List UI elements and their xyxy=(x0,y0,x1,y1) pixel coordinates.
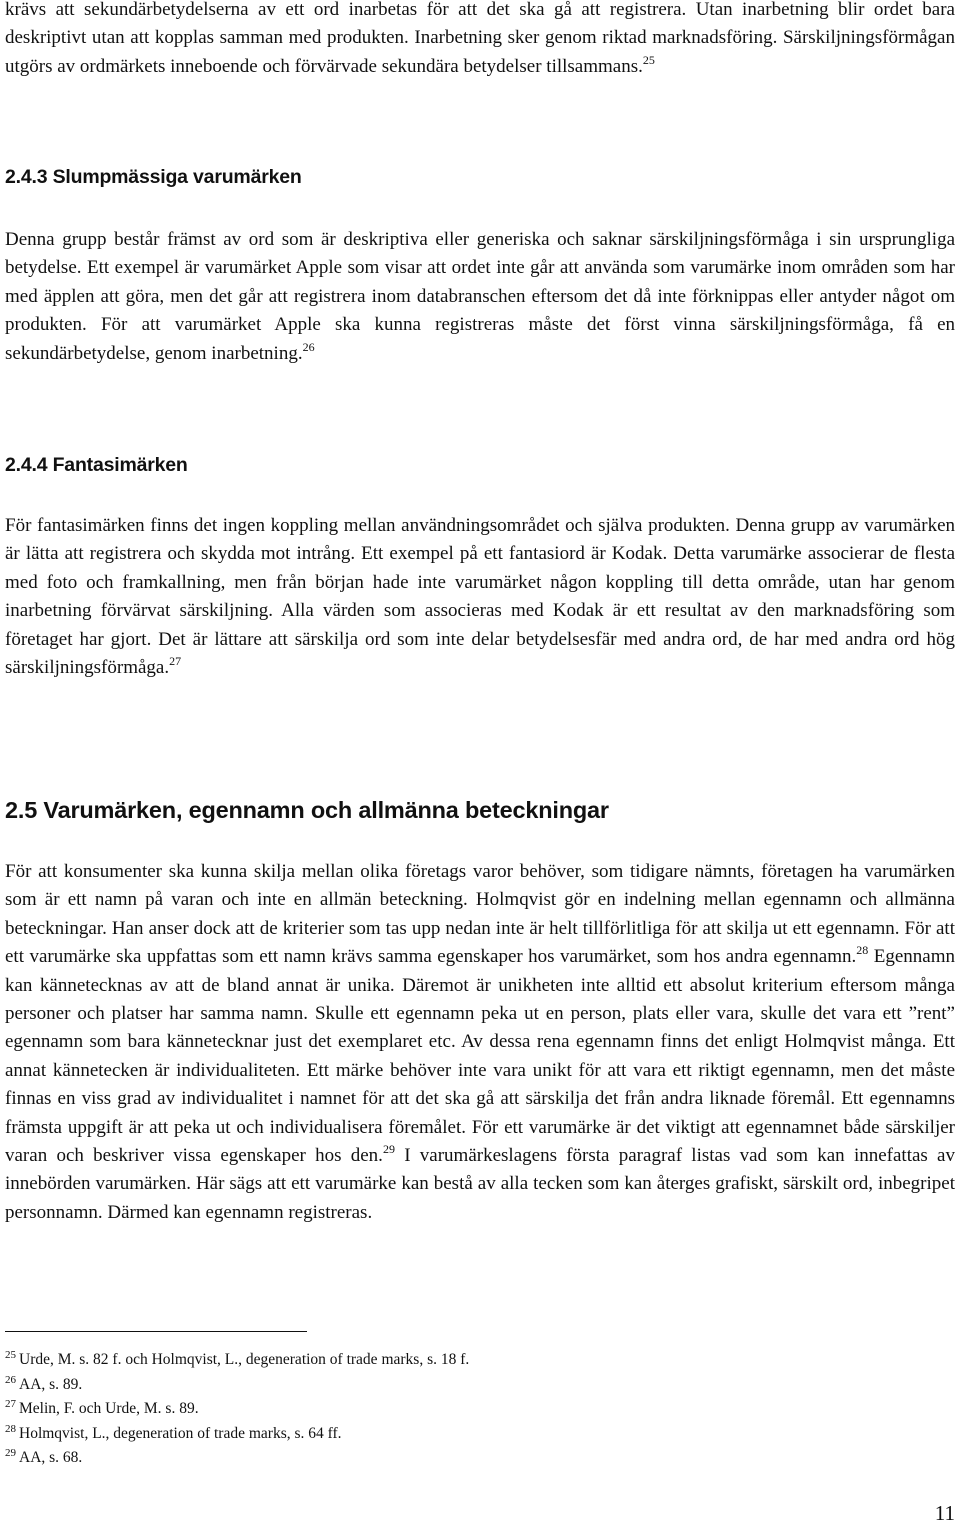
footnote-ref-25: 25 xyxy=(642,52,655,67)
footnote-text: Melin, F. och Urde, M. s. 89. xyxy=(19,1400,199,1417)
footnote: 28 Holmqvist, L., degeneration of trade marks, s. 64 ff. xyxy=(5,1422,342,1442)
paragraph-2-5 xyxy=(5,858,955,1227)
footnote-text: AA, s. 89. xyxy=(19,1375,83,1393)
footnote-ref-28: 28 xyxy=(856,943,869,958)
heading-2-5: 2.5 Varumärken, egennamn och allmänna beteckningar xyxy=(5,797,609,823)
paragraph-2-4-4 xyxy=(5,512,955,682)
footnote: 26 AA, s. 89. xyxy=(5,1373,83,1393)
footnote-ref-29: 29 xyxy=(382,1142,395,1157)
footnote-separator xyxy=(5,1331,307,1332)
footnote: 25 Urde, M. s. 82 f. och Holmqvist, L., degeneration of trade marks, s. 18 f. xyxy=(5,1349,470,1368)
document-page xyxy=(5,0,955,1537)
footnote-text: Holmqvist, L., degeneration of trade marks, s. 64 ff. xyxy=(19,1424,342,1442)
footnote-ref-26: 26 xyxy=(302,339,315,354)
footnote: 29 AA, s. 68. xyxy=(5,1447,83,1466)
page-number: 11 xyxy=(934,1501,955,1525)
paragraph-2-4-3 xyxy=(5,226,955,368)
heading-2-4-4: 2.4.4 Fantasimärken xyxy=(5,454,188,476)
intro-paragraph xyxy=(5,0,955,81)
intro-text: krävs att sekundärbetydelserna av ett ord inarbetas för att det ska gå att registrera. Utan inarbetning blir ordet bara deskriptivt utan att kopplas samman med produkten. Inarbetning sker genom riktad marknadsföring. Särskiljningsförmågan utgörs av ordmärkets inneboende och förvärvade sekundära betydelser tillsammans. xyxy=(5,0,955,77)
footnote-text: Urde, M. s. 82 f. och Holmqvist, L., degeneration of trade marks, s. 18 f. xyxy=(19,1351,470,1368)
paragraph-2-4-3-text: Denna grupp består främst av ord som är deskriptiva eller generiska och saknar särskiljningsförmåga i sin ursprungliga betydelse. Ett exempel är varumärket Apple som visar att ordet inte går att använda som varumärke inom områden som har med äpplen att göra, men det går att registrera inom databranschen eftersom det då inte förknippas eller antyder något om produkten. För att varumärket Apple ska kunna registreras måste det först vinna särskiljningsförmåga, få en sekundärbetydelse, genom inarbetning. xyxy=(5,229,955,364)
paragraph-2-5-text-a: För att konsumenter ska kunna skilja mellan olika företags varor behöver, som tidigare nämnts, företagen ha varumärken som är ett namn på varan och inte en allmän beteckning. Holmqvist gör en indelning mellan egennamn och allmänna beteckningar. Han anser dock att de kriterier som tas upp nedan inte är helt tillförlitliga för att skilja ut ett egennamn. För att ett varumärke ska uppfattas som ett namn krävs samma egenskaper hos varumärket, som hos andra egennamn. xyxy=(5,861,955,968)
footnotes xyxy=(5,1348,945,1471)
footnote-text: AA, s. 68. xyxy=(19,1449,83,1466)
heading-2-4-3: 2.4.3 Slumpmässiga varumärken xyxy=(5,166,302,188)
paragraph-2-5-text-c: I varumärkeslagens första paragraf listas vad som kan innefattas av innebörden varumärken. Här sägs att ett varumärke kan bestå av alla tecken som kan återges grafiskt, särskilt ord, inbegripet personnamn. Därmed kan egennamn registreras. xyxy=(5,1145,955,1223)
paragraph-2-5-text-b: Egennamn kan kännetecknas av att de bland annat är unika. Däremot är unikheten inte alltid ett absolut kriterium eftersom många personer och platser har samma namn. Skulle ett egennamn peka ut en person, plats eller vara, skulle det vara ett ”rent” egennamn som bara kännetecknar just det exemplaret etc. Av dessa rena egennamn finns det enligt Holmqvist många. Ett annat kännetecken är individualiteten. Ett märke behöver inte vara unikt för att vara ett riktigt egennamn, men det måste finnas en viss grad av individualitet i namnet för att det ska gå att särskilja det från andra liknade föremål. Ett egennamns främsta uppgift är att peka ut och individualisera föremålet. För ett varumärke är det viktigt att egennamnet både särskiljer varan och beskriver vissa egenskaper hos den. xyxy=(5,946,955,1167)
footnote: 27 Melin, F. och Urde, M. s. 89. xyxy=(5,1398,199,1417)
footnote-ref-27: 27 xyxy=(169,654,182,669)
paragraph-2-4-4-text: För fantasimärken finns det ingen koppling mellan användningsområdet och själva produkten. Denna grupp av varumärken är lätta att registrera och skydda mot intrång. Ett exempel på ett fantasiord är Kodak. Detta varumärke associerar de flesta med foto och framkallning, men från början hade inte varumärket någon koppling till detta område, utan har genom inarbetning förvärvat särskiljning. Alla värden som associeras med Kodak är ett resultat av den marknadsföring som företaget har gjort. Det är lättare att särskilja ord som inte delar betydelsesfär med andra ord, de har med andra ord hög särskiljningsförmåga. xyxy=(5,515,955,679)
